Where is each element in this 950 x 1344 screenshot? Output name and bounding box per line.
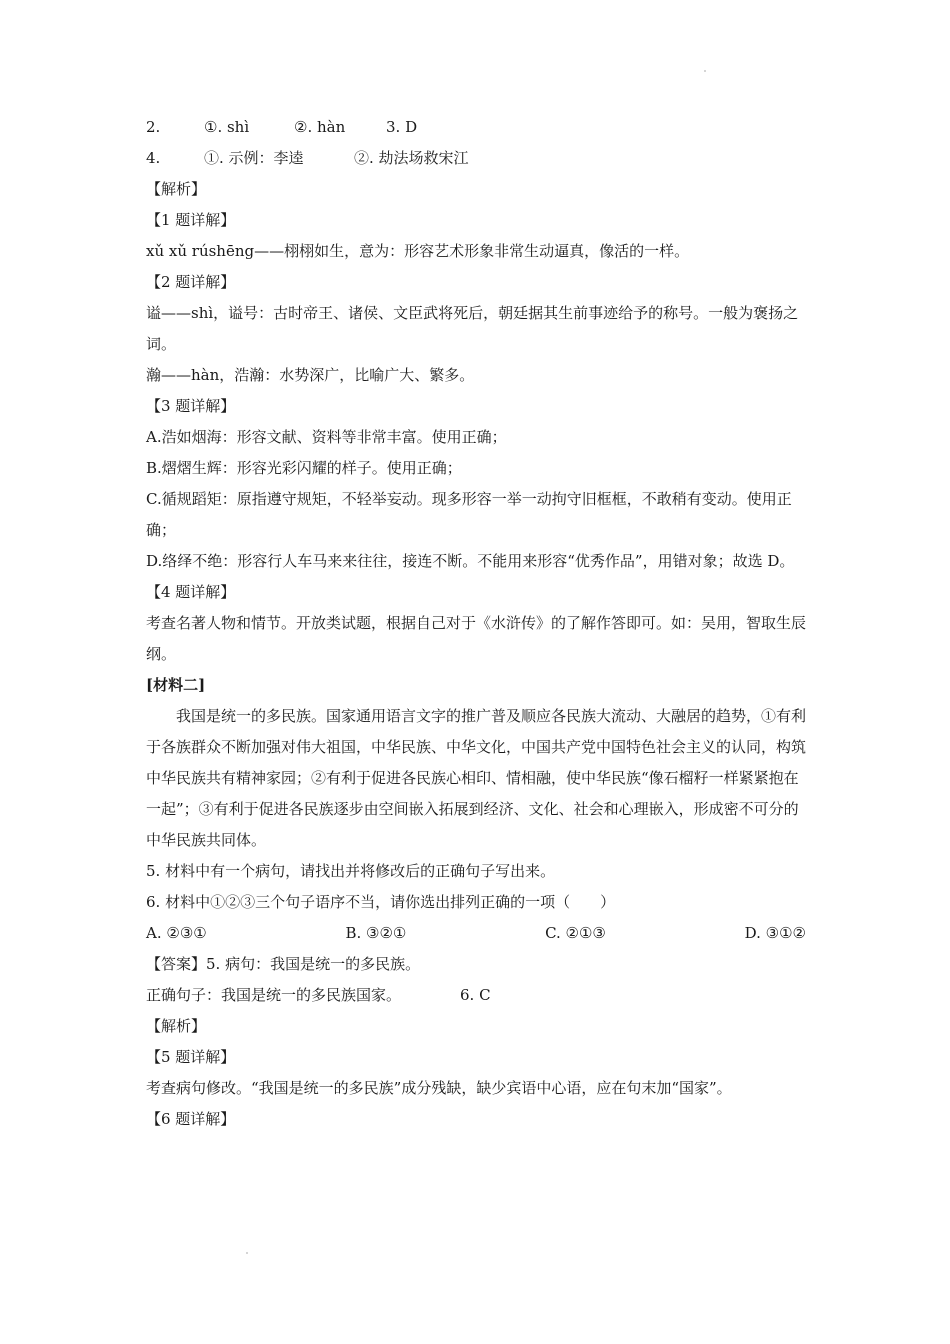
answer-1: ①. shì <box>204 118 250 136</box>
answer-2: ②. hàn <box>294 118 346 136</box>
section-heading: 【2 题详解】 <box>146 273 236 291</box>
question-5: 5. 材料中有一个病句，请找出并将修改后的正确句子写出来。 <box>146 862 556 880</box>
answer-heading: 【答案】5. 病句：我国是统一的多民族。 <box>146 955 421 973</box>
section-heading: 【3 题详解】 <box>146 397 236 415</box>
section-heading: 【4 题详解】 <box>146 583 236 601</box>
answer-6: 6. C <box>460 986 491 1004</box>
question-number: 2. <box>146 118 161 136</box>
paragraph: C.循规蹈矩：原指遵守规矩，不轻举妄动。现多形容一举一动拘守旧框框，不敢稍有变动。使用正确； <box>146 490 792 539</box>
material-paragraph: 我国是统一的多民族。国家通用语言文字的推广普及顺应各民族大流动、大融居的趋势，①有利于各族群众不断加强对伟大祖国，中华民族、中华文化，中国共产党中国特色社会主义的认同，构筑中华民族共有精神家园；②有利于促进各民族心相印、情相融，使中华民族“像石榴籽一样紧紧抱在一起”；③有利于促进各民族逐步由空间嵌入拓展到经济、文化、社会和心理嵌入，形成密不可分的中华民族共同体。 <box>146 707 807 849</box>
document-body <box>146 112 806 1135</box>
scan-dot-top <box>704 70 706 72</box>
answer-line-2-3 <box>146 112 806 143</box>
paragraph: 瀚——hàn，浩瀚：水势深广，比喻广大、繁多。 <box>146 366 475 384</box>
answer-2: ②. 劫法场救宋江 <box>354 149 469 167</box>
section-heading: 【1 题详解】 <box>146 211 236 229</box>
answer-3: 3. D <box>386 118 418 136</box>
answer-correct-sentence <box>146 980 806 1011</box>
paragraph: 考查名著人物和情节。开放类试题，根据自己对于《水浒传》的了解作答即可。如：吴用，智取生辰纲。 <box>146 614 807 663</box>
paragraph: xǔ xǔ rúshēng——栩栩如生，意为：形容艺术形象非常生动逼真，像活的一样。 <box>146 242 690 260</box>
section-heading: 【解析】 <box>146 1017 207 1035</box>
option-a: A. ②③① <box>146 924 207 942</box>
correct-sentence: 正确句子：我国是统一的多民族国家。 <box>146 986 402 1004</box>
answer-line-4 <box>146 143 806 174</box>
option-d: D. ③①② <box>744 924 806 942</box>
section-heading: 【5 题详解】 <box>146 1048 236 1066</box>
paragraph: 谥——shì，谥号：古时帝王、诸侯、文臣武将死后，朝廷据其生前事迹给予的称号。一般为褒扬之词。 <box>146 304 799 353</box>
paragraph: A.浩如烟海：形容文献、资料等非常丰富。使用正确； <box>146 428 507 446</box>
option-b: B. ③②① <box>345 924 407 942</box>
question-6-options <box>146 918 806 949</box>
section-heading: 【6 题详解】 <box>146 1110 236 1128</box>
option-c: C. ②①③ <box>545 924 606 942</box>
question-number: 4. <box>146 149 161 167</box>
question-6: 6. 材料中①②③三个句子语序不当，请你选出排列正确的一项（ ） <box>146 893 616 911</box>
scan-dot-bottom <box>246 1252 248 1254</box>
paragraph: 考查病句修改。“我国是统一的多民族”成分残缺，缺少宾语中心语，应在句末加“国家”。 <box>146 1079 732 1097</box>
section-heading: 【解析】 <box>146 180 207 198</box>
answer-1: ①. 示例：李逵 <box>204 149 304 167</box>
paragraph: B.熠熠生辉：形容光彩闪耀的样子。使用正确； <box>146 459 462 477</box>
material-heading: [材料二] <box>146 676 206 694</box>
paragraph: D.络绎不绝：形容行人车马来来往往，接连不断。不能用来形容“优秀作品”，用错对象；故选 D。 <box>146 552 795 570</box>
